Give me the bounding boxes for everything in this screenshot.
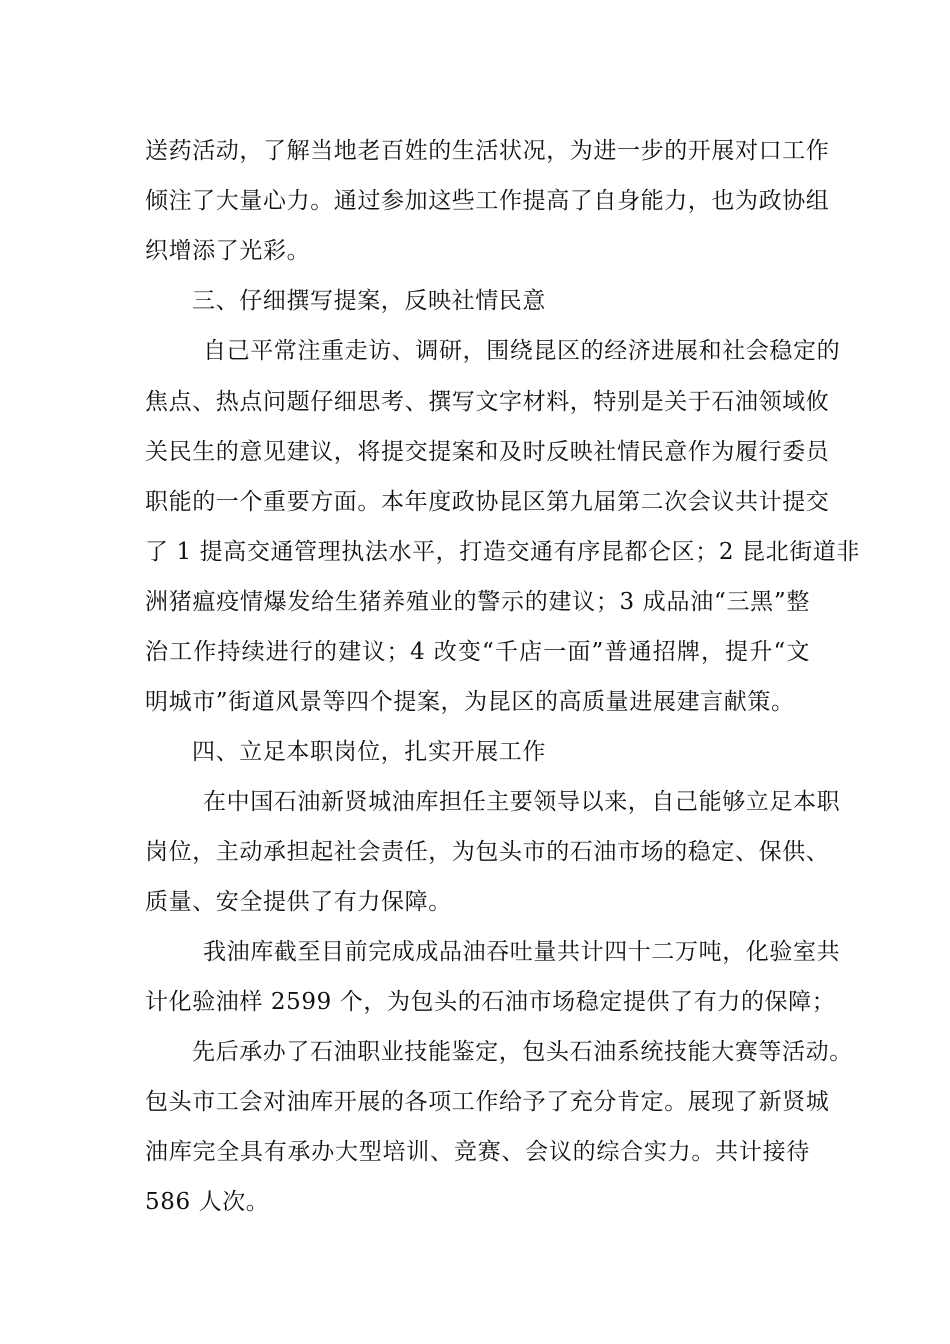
body-line: 质量、安全提供了有力保障。 xyxy=(145,889,452,915)
body-line: 包头市工会对油库开展的各项工作给予了充分肯定。展现了新贤城 xyxy=(145,1089,830,1115)
body-line: 送药活动，了解当地老百姓的生活状况，为进一步的开展对口工作 xyxy=(145,138,830,164)
body-line: 织增添了光彩。 xyxy=(145,238,311,264)
section-heading: 四、立足本职岗位，扎实开展工作 xyxy=(192,739,546,765)
body-line: 洲猪瘟疫情爆发给生猪养殖业的警示的建议；3 成品油“三黑”整 xyxy=(145,589,810,615)
body-line: 油库完全具有承办大型培训、竞赛、会议的综合实力。共计接待 xyxy=(145,1139,810,1165)
body-line: 了 1 提高交通管理执法水平，打造交通有序昆都仑区；2 昆北街道非 xyxy=(145,539,860,565)
body-line: 焦点、热点问题仔细思考、撰写文字材料，特别是关于石油领域攸 xyxy=(145,389,830,415)
body-line: 先后承办了石油职业技能鉴定，包头石油系统技能大赛等活动。 xyxy=(192,1039,853,1065)
body-line: 岗位，主动承担起社会责任，为包头市的石油市场的稳定、保供、 xyxy=(145,839,830,865)
body-line: 明城市”街道风景等四个提案，为昆区的高质量进展建言献策。 xyxy=(145,689,795,715)
body-line: 自己平常注重走访、调研，围绕昆区的经济进展和社会稳定的 xyxy=(203,338,841,364)
body-line: 586 人次。 xyxy=(145,1189,270,1215)
body-line: 在中国石油新贤城油库担任主要领导以来，自己能够立足本职 xyxy=(203,789,841,815)
body-line: 治工作持续进行的建议；4 改变“千店一面”普通招牌，提升“文 xyxy=(145,639,810,665)
body-line: 我油库截至目前完成成品油吞吐量共计四十二万吨，化验室共 xyxy=(203,939,841,965)
body-line: 关民生的意见建议，将提交提案和及时反映社情民意作为履行委员 xyxy=(145,439,830,465)
section-heading: 三、仔细撰写提案，反映社情民意 xyxy=(192,288,546,314)
body-line: 职能的一个重要方面。本年度政协昆区第九届第二次会议共计提交 xyxy=(145,489,830,515)
body-line: 计化验油样 2599 个，为包头的石油市场稳定提供了有力的保障； xyxy=(145,989,836,1015)
body-line: 倾注了大量心力。通过参加这些工作提高了自身能力，也为政协组 xyxy=(145,188,830,214)
